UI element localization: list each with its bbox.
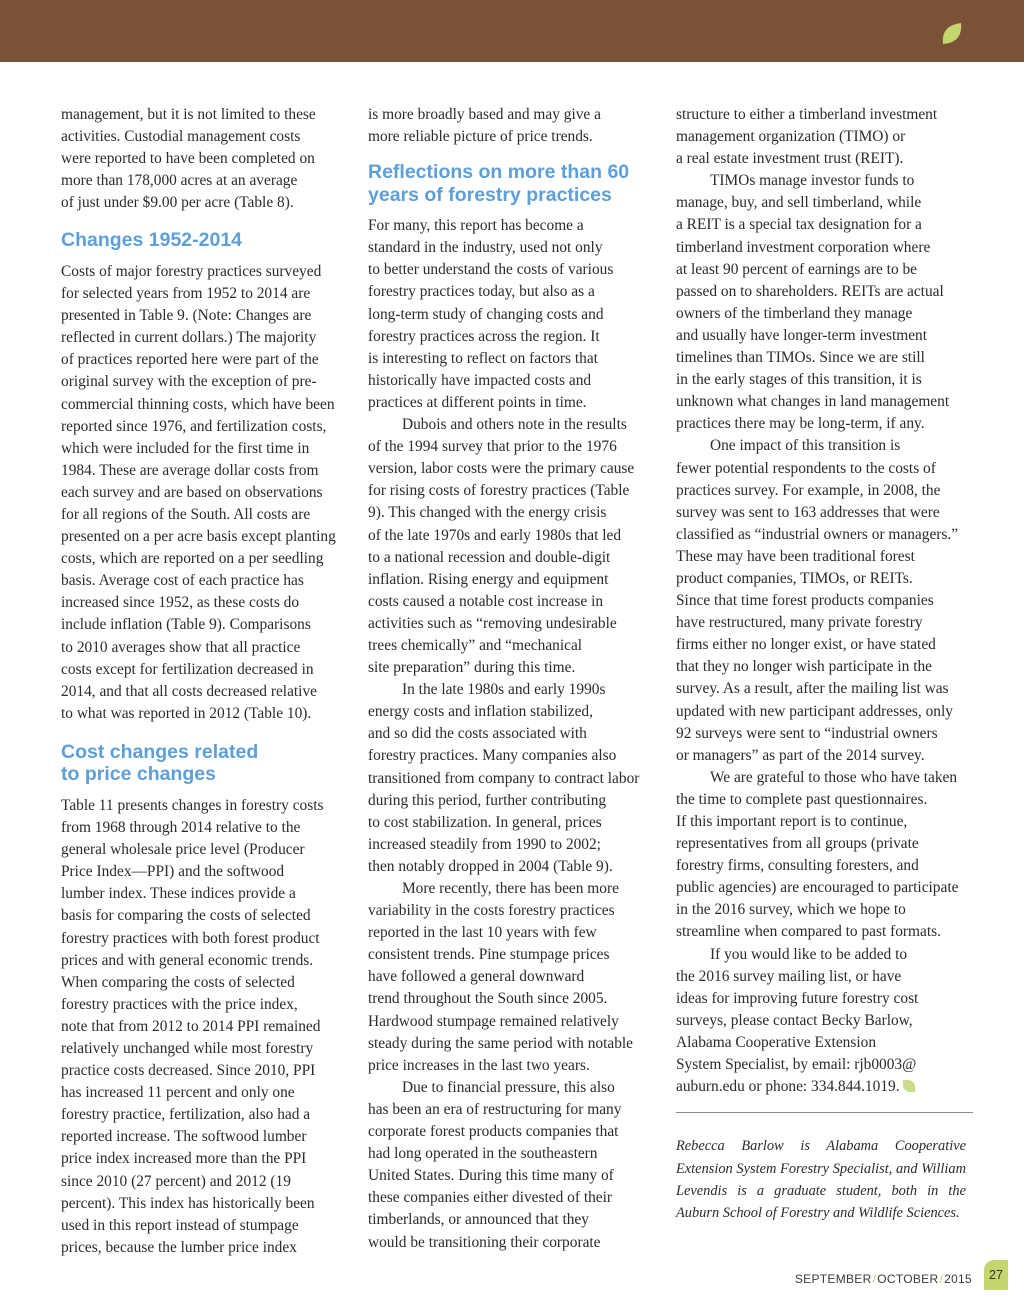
heading-cost-changes — [61, 741, 351, 786]
heading-reflections-line-2: years of forestry practices — [368, 183, 612, 206]
paragraph-custodial: management, but it is not limited to these activities. Custodial management costs were reported to have been completed on more than 178,000 acres at an average of just under $9.00 per acre (Table 8). — [61, 106, 316, 212]
heading-cost-changes-line-2: to price changes — [61, 763, 216, 786]
column-2 — [368, 104, 655, 1254]
issue-month-1: SEPTEMBER — [794, 1272, 872, 1286]
paragraph-timos: TIMOs manage investor funds to manage, buy, and sell timberland, while a REIT is a special tax designation for a timberland investment corporation where at least 90 percent of earnings are to be passed on to shareholders. REITs are actual owners of the timberland they manage and usually have longer-term investment timelines than TIMOs. Since we are still in the early stages of this transition, it is unknown what changes in land management practices there may be long-term, if any. — [676, 172, 950, 433]
heading-cost-changes-line-1: Cost changes related — [61, 740, 259, 763]
column-1 — [61, 104, 351, 1259]
date-separator: / — [939, 1272, 944, 1286]
paragraph-structure: structure to either a timberland investment management organization (TIMO) or a real estate investment trust (REIT). — [676, 106, 938, 168]
date-separator: / — [872, 1272, 877, 1286]
heading-reflections-line-1: Reflections on more than 60 — [368, 161, 630, 184]
paragraph-grateful: We are grateful to those who have taken the time to complete past questionnaires. If this important report is to continue, representatives from all groups (private forestry firms, consulting foresters, and public agencies) are encouraged to participate in the 2016 survey, which we hope to streamline when compared to past formats. — [676, 768, 959, 941]
paragraph-reflections-5: Due to financial pressure, this also has been an era of restructuring for many corporate forest products companies that had long operated in the southeastern United States. During this time many of these companies either divested of their timberlands, or announced that they would be transitioning their corporate — [368, 1078, 622, 1251]
page-number: 27 — [984, 1260, 1008, 1290]
author-bio: Rebecca Barlow is Alabama Cooperative Extension System Forestry Specialist, and William Levendis is a graduate student, both in the Auburn School of Forestry and Wildlife Sciences. — [676, 1138, 966, 1222]
paragraph-price-trends: is more broadly based and may give a more reliable picture of price trends. — [368, 106, 601, 146]
heading-reflections — [368, 161, 655, 206]
paragraph-reflections-2: Dubois and others note in the results of the 1994 survey that prior to the 1976 version, labor costs were the primary cause for rising costs of forestry practices (Table 9). This changed with the energy crisis of the late 1970s and early 1980s that led to a national recession and double-digit inflation. Rising energy and equipment costs caused a notable cost increase in activities such as “removing undesirable trees chemically” and “mechanical site preparation” during this time. — [368, 416, 635, 677]
issue-month-2: OCTOBER — [877, 1272, 939, 1286]
paragraph-reflections-4: More recently, there has been more variability in the costs forestry practices reported in the last 10 years with few consistent trends. Pine stumpage prices have followed a general downward trend throughout the South since 2005. Hardwood stumpage remained relatively steady during the same period with notable price increases in the last two years. — [368, 880, 633, 1074]
column-3 — [676, 104, 973, 1098]
paragraph-changes: Costs of major forestry practices surveyed for selected years from 1952 to 2014 are presented in Table 9. (Note: Changes are reflected in current dollars.) The majority of practices reported here were part of the original survey with the exception of pre- commercial thinning costs, which have been reported since 1976, and fertilization costs, which were included for the first time in 1984. These are average dollar costs from each survey and are based on observations for all regions of the South. All costs are presented on a per acre basis except planting costs, which are reported on a per seedling basis. Average cost of each practice has increased since 1952, as these costs do include inflation (Table 9). Comparisons to 2010 averages show that all practice costs except for fertilization decreased in 2014, and that all costs decreased relative to what was reported in 2012 (Table 10). — [61, 262, 336, 722]
paragraph-reflections-1: For many, this report has become a standard in the industry, used not only to better understand the costs of various forestry practices today, but also as a long-term study of changing costs and forestry practices across the region. It is interesting to reflect on factors that historically have impacted costs and practices at different points in time. — [368, 217, 614, 411]
end-of-article-icon — [903, 1080, 915, 1092]
header-band — [0, 0, 1024, 62]
issue-date — [795, 1272, 972, 1286]
paragraph-cost-changes: Table 11 presents changes in forestry costs from 1968 through 2014 relative to the general wholesale price level (Producer Price Index—PPI) and the softwood lumber index. These indices provide a basis for comparing the costs of selected forestry practices with both forest product prices and with general economic trends. When comparing the costs of selected forestry practices with the price index, note that from 2012 to 2014 PPI remained relatively unchanged while most forestry practice costs decreased. Since 2010, PPI has increased 11 percent and only one forestry practice, fertilization, also had a reported increase. The softwood lumber price index increased more than the PPI since 2010 (27 percent) and 2012 (19 percent). This index has historically been used in this report instead of stumpage prices, because the lumber price index — [61, 796, 324, 1256]
paragraph-transition: One impact of this transition is fewer potential respondents to the costs of practices survey. For example, in 2008, the survey was sent to 163 addresses that were classified as “industrial owners or managers.” These may have been traditional forest product companies, TIMOs, or REITs. Since that time forest products companies have restructured, many private forestry firms either no longer exist, or have stated that they no longer wish participate in the survey. As a result, after the mailing list was updated with new participant addresses, only 92 surveys were sent to “industrial owners or managers” as part of the 2014 survey. — [676, 437, 959, 764]
heading-changes: Changes 1952-2014 — [61, 229, 243, 252]
issue-year: 2015 — [944, 1272, 972, 1286]
bio-divider — [676, 1112, 973, 1113]
paragraph-contact: If you would like to be added to the 2016 survey mailing list, or have ideas for improving future forestry cost surveys, please contact Becky Barlow, Alabama Cooperative Extension System Specialist, by email: rjb0003@ auburn.edu or phone: 334.844.1019. — [676, 945, 919, 1096]
leaf-icon — [941, 22, 963, 46]
paragraph-reflections-3: In the late 1980s and early 1990s energy costs and inflation stabilized, and so did the costs associated with forestry practices. Many companies also transitioned from company to contract labor during this period, further contributing to cost stabilization. In general, prices increased steadily from 1990 to 2002; then notably dropped in 2004 (Table 9). — [368, 681, 640, 875]
